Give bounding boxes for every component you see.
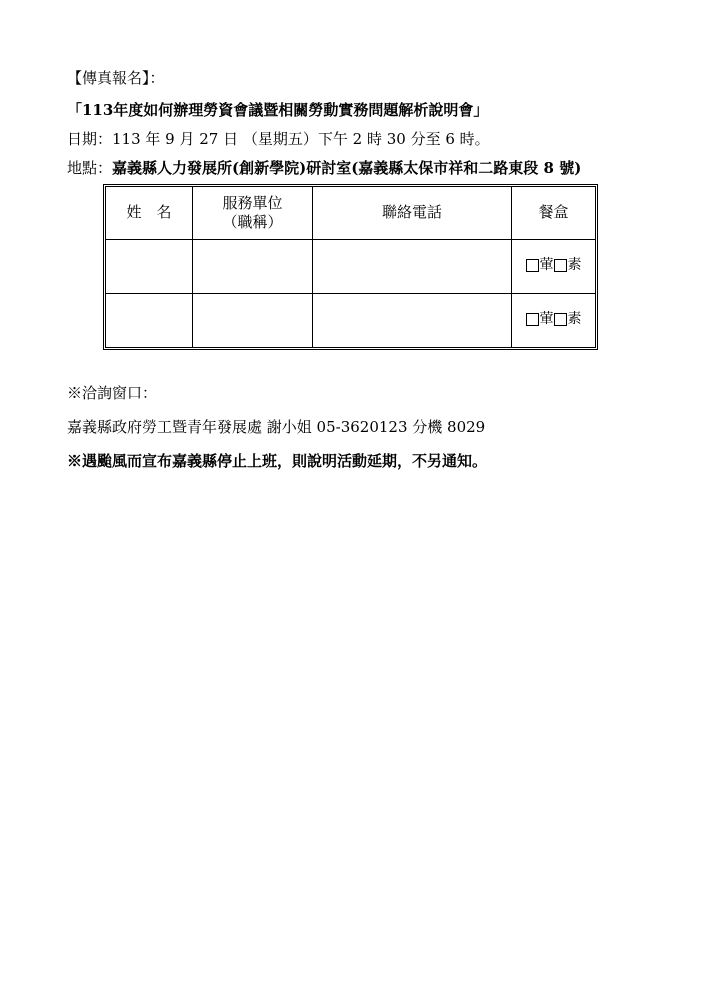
veg-checkbox[interactable] xyxy=(554,313,567,326)
table-header-row xyxy=(106,187,595,239)
meat-checkbox[interactable] xyxy=(526,313,539,326)
event-date: 日期：113 年 9 月 27 日 （星期五）下午 2 時 30 分至 6 時。 xyxy=(67,130,490,148)
veg-checkbox[interactable] xyxy=(554,259,567,272)
event-name: 「113年度如何辦理勞資會議暨相關勞動實務問題解析說明會」 xyxy=(67,101,489,119)
veg-label: 素 xyxy=(567,310,582,327)
header-unit-line2: （職稱） xyxy=(222,212,283,231)
unit-cell[interactable] xyxy=(193,293,313,347)
meat-label: 葷 xyxy=(539,256,554,273)
table-row xyxy=(106,293,595,347)
meat-checkbox[interactable] xyxy=(526,259,539,272)
contact-detail: 嘉義縣政府勞工暨青年發展處 謝小姐 05-3620123 分機 8029 xyxy=(67,418,486,436)
header-phone: 聯絡電話 xyxy=(313,187,512,239)
form-title: 【傳真報名】： xyxy=(67,69,165,87)
meal-cell xyxy=(512,239,596,293)
phone-cell[interactable] xyxy=(313,293,512,347)
typhoon-notice: ※遇颱風而宣布嘉義縣停止上班，則說明活動延期，不另通知。 xyxy=(67,452,488,470)
event-location xyxy=(67,158,581,178)
header-name: 姓 名 xyxy=(106,187,193,239)
unit-cell[interactable] xyxy=(193,239,313,293)
meat-label: 葷 xyxy=(539,310,554,327)
location-value: 嘉義縣人力發展所(創新學院)研討室(嘉義縣太保市祥和二路東段 8 號) xyxy=(112,159,582,177)
name-cell[interactable] xyxy=(106,239,193,293)
name-cell[interactable] xyxy=(106,293,193,347)
table-row xyxy=(106,239,595,293)
meal-cell xyxy=(512,293,596,347)
location-label: 地點： xyxy=(67,159,113,177)
veg-label: 素 xyxy=(567,256,582,273)
contact-label: ※洽詢窗口： xyxy=(67,384,158,402)
phone-cell[interactable] xyxy=(313,239,512,293)
header-unit xyxy=(193,187,313,239)
registration-table xyxy=(103,184,598,350)
header-unit-line1: 服務單位 xyxy=(222,193,283,212)
header-meal: 餐盒 xyxy=(512,187,596,239)
